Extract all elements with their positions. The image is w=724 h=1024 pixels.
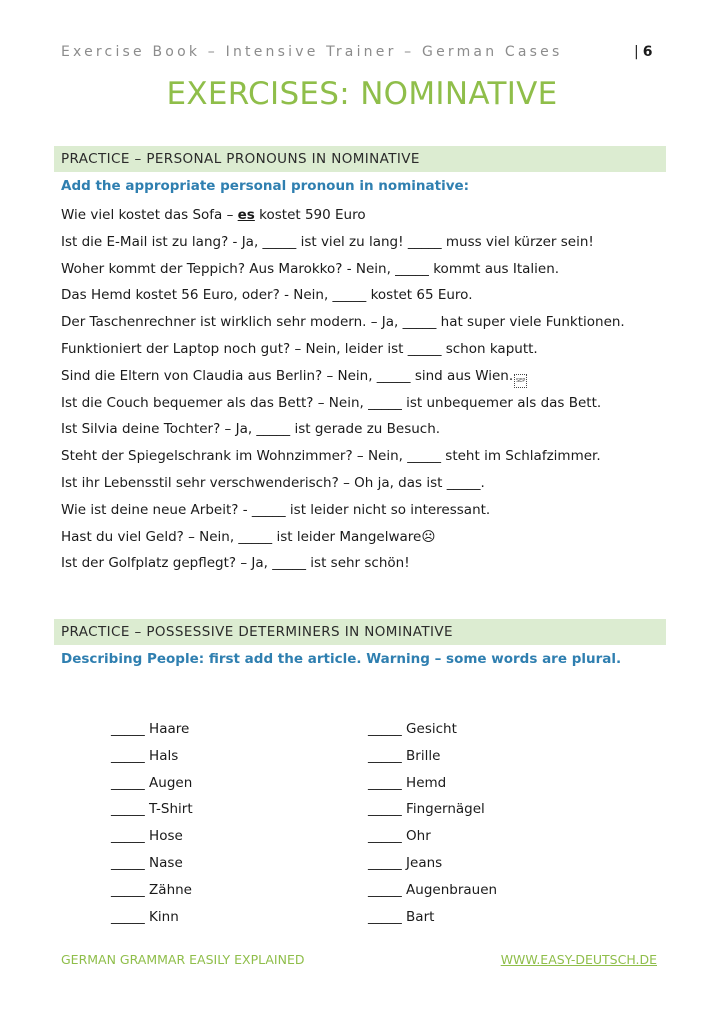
word-item xyxy=(368,827,497,854)
word-item xyxy=(368,747,497,774)
blank: _____ xyxy=(111,721,145,737)
word-item xyxy=(368,854,497,881)
blank: _____ xyxy=(368,828,402,845)
exercise-sentence-text: Sind die Eltern von Claudia aus Berlin? – Nein, _____ sind aus Wien. xyxy=(61,367,514,384)
blank: _____ xyxy=(368,854,402,871)
blank: _____ xyxy=(368,774,402,791)
section-heading-possessive-determiners: PRACTICE – POSSESSIVE DETERMINERS IN NOMINATIVE xyxy=(54,619,666,645)
word-list-left xyxy=(111,720,193,934)
blank: _____ xyxy=(368,908,402,925)
exercise-sentence: Ist Silvia deine Tochter? – Ja, _____ ist gerade zu Besuch. xyxy=(61,421,441,438)
word: Haare xyxy=(149,721,190,737)
exercise-sentence xyxy=(61,366,671,393)
blank: _____ xyxy=(368,801,402,818)
word: Augen xyxy=(149,774,193,791)
blank: _____ xyxy=(111,908,145,925)
word-item xyxy=(111,774,193,801)
blank: _____ xyxy=(111,801,145,818)
exercise-sentence: Ist die Couch bequemer als das Bett? – Nein, _____ ist unbequemer als das Bett. xyxy=(61,394,602,411)
word-item xyxy=(368,881,497,908)
word-item xyxy=(368,774,497,801)
blank: _____ xyxy=(368,881,402,898)
blank: _____ xyxy=(368,747,402,764)
exercise-sentence: Woher kommt der Teppich? Aus Marokko? - Nein, _____ kommt aus Italien. xyxy=(61,260,560,277)
word: Hemd xyxy=(406,774,447,791)
blank: _____ xyxy=(368,721,402,737)
example-answer: es xyxy=(237,207,255,223)
word-item xyxy=(368,800,497,827)
word-item xyxy=(111,854,193,881)
exercise-sentence: Das Hemd kostet 56 Euro, oder? - Nein, _____ kostet 65 Euro. xyxy=(61,287,473,304)
word-item xyxy=(368,908,497,935)
word: Hals xyxy=(149,747,179,764)
exercise-sentence: Ist die E-Mail ist zu lang? - Ja, _____ ist viel zu lang! _____ muss viel kürzer sein! xyxy=(61,233,594,250)
page-title: EXERCISES: NOMINATIVE xyxy=(166,76,558,112)
word-item xyxy=(368,720,497,747)
section1-instruction: Add the appropriate personal pronoun in nominative: xyxy=(61,178,470,194)
blank: _____ xyxy=(111,828,145,845)
word-item xyxy=(111,908,193,935)
word-item xyxy=(111,800,193,827)
word: Augenbrauen xyxy=(406,881,498,898)
blank: _____ xyxy=(111,854,145,871)
blank: _____ xyxy=(111,774,145,791)
page-number-value: 6 xyxy=(642,44,653,60)
word: Zähne xyxy=(149,881,192,898)
word: Nase xyxy=(149,854,183,871)
page-number xyxy=(634,44,652,60)
blank: _____ xyxy=(111,881,145,898)
word: Ohr xyxy=(406,828,431,845)
word: Kinn xyxy=(149,908,179,925)
section-heading-personal-pronouns: PRACTICE – PERSONAL PRONOUNS IN NOMINATIVE xyxy=(54,146,666,172)
exercise-sentence: Ist der Golfplatz gepflegt? – Ja, _____ ist sehr schön! xyxy=(61,555,410,572)
example-sentence xyxy=(61,205,671,232)
running-header: Exercise Book – Intensive Trainer – German Cases xyxy=(61,44,563,60)
word: Bart xyxy=(406,908,435,925)
example-before: Wie viel kostet das Sofa – xyxy=(61,207,238,223)
section2-instruction: Describing People: first add the article. Warning – some words are plural. xyxy=(61,651,622,667)
page-number-separator: | xyxy=(634,44,639,60)
exercise-sentence: Ist ihr Lebensstil sehr verschwenderisch? – Oh ja, das ist _____. xyxy=(61,474,485,491)
word: T-Shirt xyxy=(149,801,193,818)
word: Hose xyxy=(149,828,183,845)
word-item xyxy=(111,720,193,747)
footer-tagline: GERMAN GRAMMAR EASILY EXPLAINED xyxy=(61,952,305,967)
word-list-right xyxy=(368,720,497,934)
example-after: kostet 590 Euro xyxy=(254,207,366,223)
exercise-sentence: Der Taschenrechner ist wirklich sehr modern. – Ja, _____ hat super viele Funktionen. xyxy=(61,314,625,331)
exercise-sentence: Funktioniert der Laptop noch gut? – Nein, leider ist _____ schon kaputt. xyxy=(61,340,538,357)
sep-marker-icon: SEP xyxy=(514,374,527,388)
exercise-sentence: Hast du viel Geld? – Nein, _____ ist leider Mangelware☹ xyxy=(61,528,436,545)
word: Jeans xyxy=(406,854,443,871)
word-item xyxy=(111,881,193,908)
blank: _____ xyxy=(111,747,145,764)
word-item xyxy=(111,747,193,774)
exercise-sentence: Steht der Spiegelschrank im Wohnzimmer? – Nein, _____ steht im Schlafzimmer. xyxy=(61,448,601,465)
word: Gesicht xyxy=(406,721,457,737)
word: Fingernägel xyxy=(406,801,485,818)
word-item xyxy=(111,827,193,854)
footer-website-link[interactable]: WWW.EASY-DEUTSCH.DE xyxy=(500,952,657,967)
sentence-list xyxy=(61,205,671,580)
exercise-sentence: Wie ist deine neue Arbeit? - _____ ist leider nicht so interessant. xyxy=(61,501,491,518)
word: Brille xyxy=(406,747,441,764)
